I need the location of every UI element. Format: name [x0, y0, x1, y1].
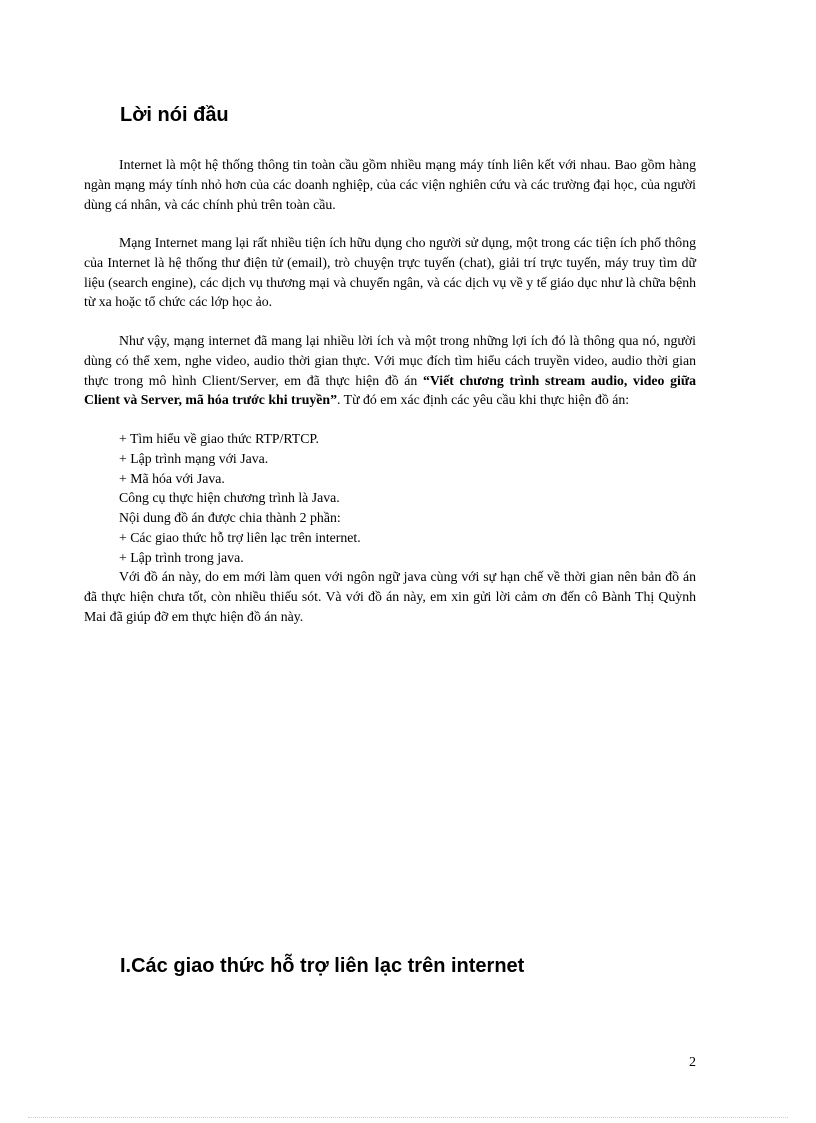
paragraph-project-purpose — [84, 331, 696, 410]
heading-section-1: I.Các giao thức hỗ trợ liên lạc trên internet — [120, 955, 525, 977]
paragraph-text-part: Như vậy, mạng internet đã mang lại nhiều lời ích và một trong những lợi ích đó là thông qua nó, người dùng có thể xem, nghe video, audio thời gian thực. Với mục đích tìm hiểu cách truyền video, audio thời gian thực trong mô hình Client/Server, em đã thực hiện đồ án — [84, 333, 696, 388]
paragraph-text: Với đồ án này, do em mới làm quen với ngôn ngữ java cùng với sự hạn chế về thời gian nên bản đồ án đã thực hiện chưa tốt, còn nhiều thiếu sót. Và với đồ án này, em xin gửi lời cảm ơn đến cô Bành Thị Quỳnh Mai đã giúp đỡ em thực hiện đồ án này. — [84, 569, 696, 624]
list-item: + Lập trình trong java. — [119, 549, 244, 565]
paragraph-text: Mạng Internet mang lại rất nhiều tiện ích hữu dụng cho người sử dụng, một trong các tiện ích phổ thông của Internet là hệ thống thư điện tử (email), trò chuyện trực tuyến (chat), giải trí trực tuyến, máy truy tìm dữ liệu (search engine), các dịch vụ thương mại và chuyển ngân, và các dịch vụ về y tế giáo dục như là chữa bệnh từ xa hoặc tổ chức các lớp học ảo. — [84, 235, 696, 310]
list-item: + Các giao thức hỗ trợ liên lạc trên internet. — [119, 529, 361, 545]
paragraph-internet-utilities — [84, 233, 696, 312]
paragraph-intro — [84, 155, 696, 214]
heading-preface: Lời nói đầu — [120, 104, 229, 126]
requirements-list — [84, 429, 696, 568]
list-item: + Mã hóa với Java. — [119, 470, 225, 486]
paragraph-acknowledgement — [84, 567, 696, 626]
list-item: Công cụ thực hiện chương trình là Java. — [119, 490, 340, 506]
list-item: Nội dung đồ án được chia thành 2 phần: — [119, 510, 341, 526]
list-item: + Tìm hiểu về giao thức RTP/RTCP. — [119, 431, 319, 446]
page-bottom-divider — [28, 1117, 788, 1118]
paragraph-text — [84, 331, 696, 410]
list-item: + Lập trình mạng với Java. — [119, 450, 269, 466]
page-number: 2 — [689, 1055, 696, 1070]
project-title: “Viết chương trình stream audio, video giữa Client và Server, mã hóa trước khi truyền” — [84, 372, 696, 408]
paragraph-text: Internet là một hệ thống thông tin toàn cầu gồm nhiều mạng máy tính liên kết với nhau. Bao gồm hàng ngàn mạng máy tính nhỏ hơn của các doanh nghiệp, của các viện nghiên cứu và các trường đại học, của người dùng cá nhân, và các chính phủ trên toàn cầu. — [84, 157, 696, 212]
paragraph-text-part: . Từ đó em xác định các yêu cầu khi thực hiện đồ án: — [337, 392, 630, 408]
